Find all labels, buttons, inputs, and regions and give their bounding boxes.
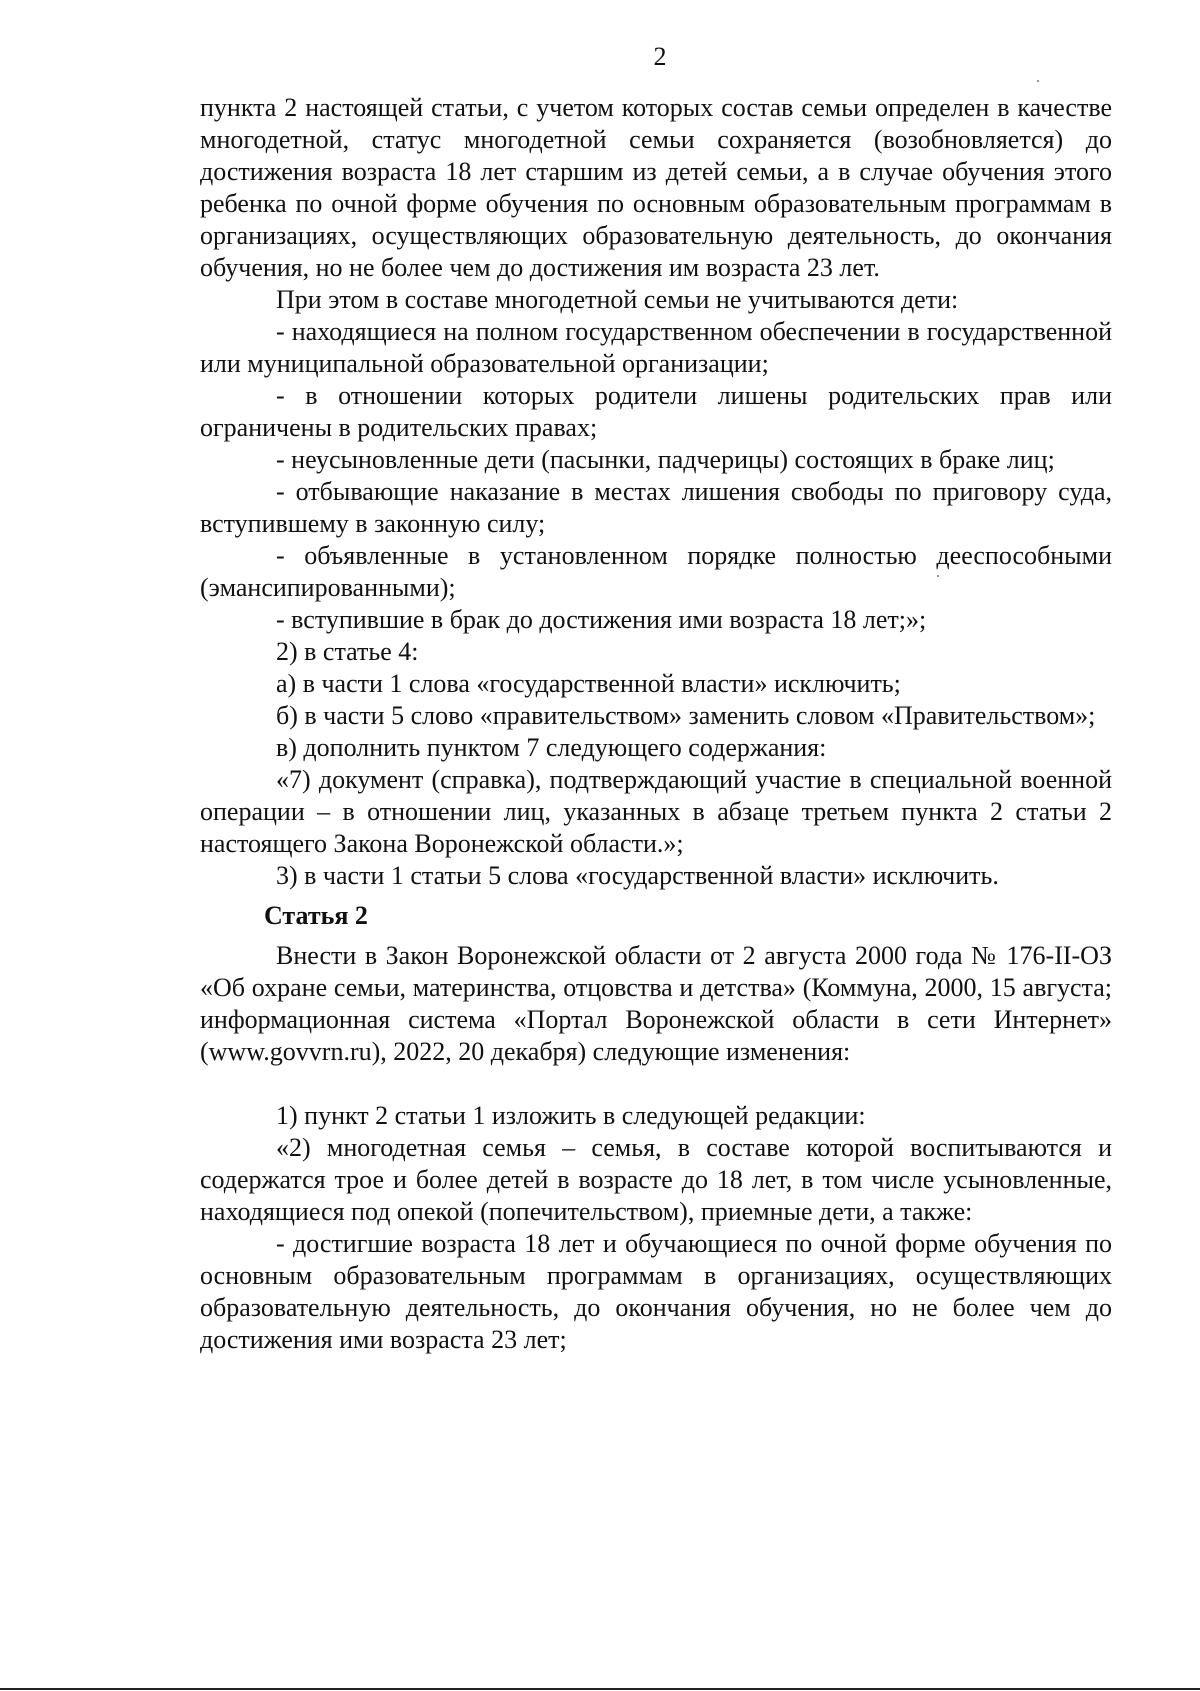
paragraph-continuation: пункта 2 настоящей статьи, с учетом которых состав семьи определен в качестве многодетной, статус многодетной семьи сохраняется (возобновляется) до достижения возраста 18 лет старшим из детей семьи, а в случае обучения этого ребенка по очной форме обучения по основным образовательным программам в организациях, осуществляющих образовательную деятельность, до окончания обучения, но не более чем до достижения им возраста 23 лет. (200, 93, 1112, 282)
paragraph-article4-a: а) в части 1 слова «государственной власти» исключить; (276, 669, 901, 698)
article-heading: Статья 2 (264, 901, 368, 930)
paragraph-exclusions-intro: При этом в составе многодетной семьи не учитываются дети: (276, 285, 959, 314)
list-item-emancipated: - объявленные в установленном порядке полностью дееспособными (эмансипированными); (200, 541, 1112, 602)
paragraph-article5: 3) в части 1 статьи 5 слова «государственной власти» исключить. (276, 861, 999, 890)
list-item-students: - достигшие возраста 18 лет и обучающиеся по очной форме обучения по основным образовательным программам в организациях, осуществляющих образовательную деятельность, до окончания обучения, но не более чем до достижения ими возраста 23 лет; (200, 1229, 1112, 1354)
paragraph-amend-law: Внести в Закон Воронежской области от 2 августа 2000 года № 176-II-ОЗ «Об охране семьи, материнства, отцовства и детства» (Коммуна, 2000, 15 августа; информационная система «Портал Воронежской области в сети Интернет» (www.govvrn.ru), 2022, 20 декабря) следующие изменения: (200, 941, 1112, 1066)
paragraph-article4-b: б) в части 5 слово «правительством» заменить словом «Правительством»; (276, 701, 1096, 730)
list-item-imprisoned: - отбывающие наказание в местах лишения свободы по приговору суда, вступившему в законную силу; (200, 477, 1112, 538)
scan-speck (1037, 80, 1039, 82)
paragraph-large-family-definition: «2) многодетная семья – семья, в составе которой воспитываются и содержатся трое и более детей в возрасте до 18 лет, в том числе усыновленные, находящиеся под опекой (попечительством), приемные дети, а также: (200, 1133, 1112, 1226)
page-number: 2 (653, 42, 667, 71)
paragraph-article1-point2: 1) пункт 2 статьи 1 изложить в следующей редакции: (276, 1101, 866, 1130)
scan-speck (937, 575, 939, 577)
scan-bottom-edge (0, 1688, 1200, 1690)
list-item-stepchildren: - неусыновленные дети (пасынки, падчерицы) состоящих в браке лиц; (276, 445, 1055, 474)
list-item-married: - вступившие в брак до достижения ими возраста 18 лет;»; (276, 605, 927, 634)
paragraph-article4-v: в) дополнить пунктом 7 следующего содержания: (276, 733, 827, 762)
list-item-state-support: - находящиеся на полном государственном обеспечении в государственной или муниципальной образовательной организации; (200, 317, 1112, 378)
document-body (200, 92, 1112, 1356)
list-item-parental-rights: - в отношении которых родители лишены родительских прав или ограничены в родительских правах; (200, 381, 1112, 442)
paragraph-article4: 2) в статье 4: (276, 637, 419, 666)
paragraph-item7: «7) документ (справка), подтверждающий участие в специальной военной операции – в отношении лиц, указанных в абзаце третьем пункта 2 статьи 2 настоящего Закона Воронежской области.»; (200, 765, 1112, 858)
